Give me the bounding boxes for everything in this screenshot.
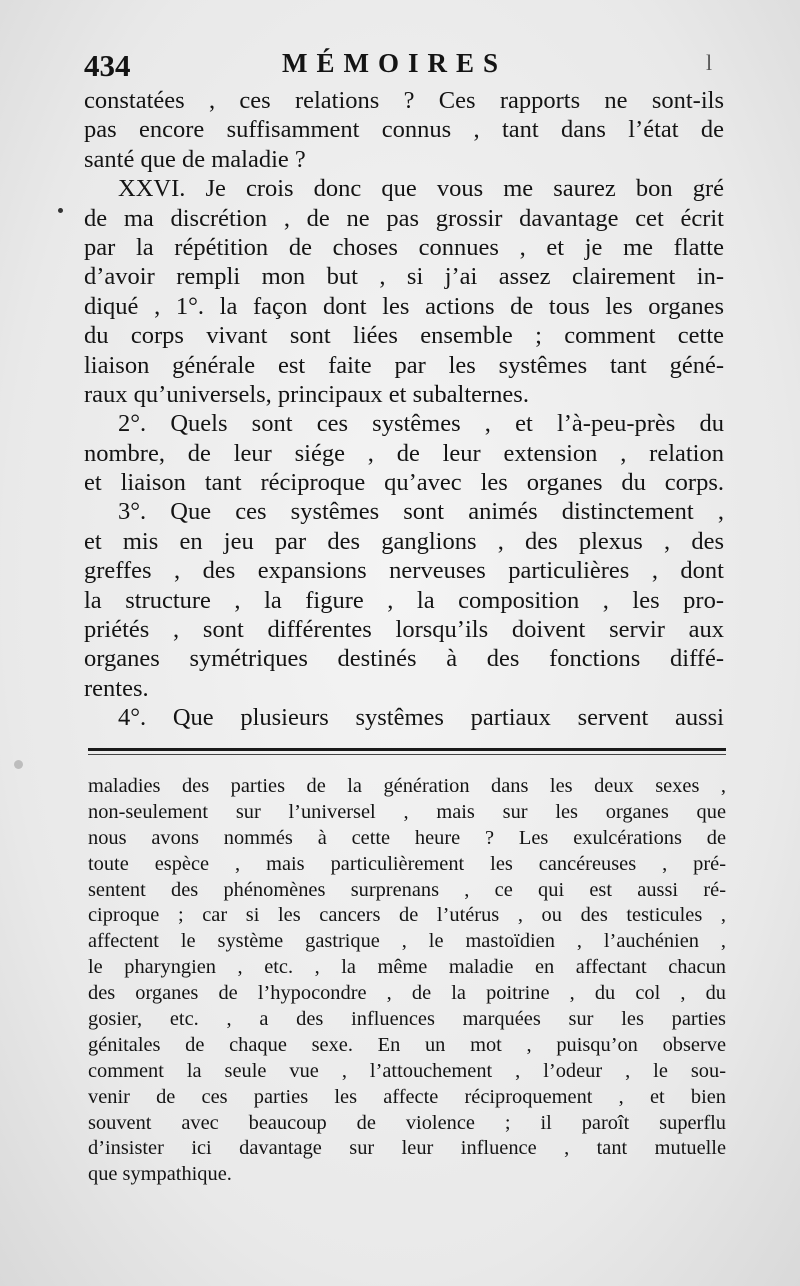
text-line: raux qu’universels, principaux et subalternes. (84, 380, 529, 408)
text-line: 2°. Quels sont ces systêmes , et l’à-peu-près du (118, 410, 724, 438)
note-line: ciproque ; car si les cancers de l’utérus , ou des testicules , (88, 904, 726, 927)
text-line: 4°. Que plusieurs systêmes partiaux servent aussi (118, 704, 724, 732)
text-line: par la répétition de choses connues , et je me flatte (84, 233, 724, 261)
text-line: XXVI. Je crois donc que vous me saurez bon gré (118, 175, 724, 203)
text-line: constatées , ces relations ? Ces rapports ne sont-ils (84, 87, 724, 114)
text-line: d’avoir rempli mon but , si j’ai assez clairement in- (84, 263, 724, 291)
note-line: d’insister ici davantage sur leur influence , tant mutuelle (88, 1137, 726, 1160)
note-line: le pharyngien , etc. , la même maladie en affectant chacun (88, 956, 726, 979)
corner-mark: l (706, 50, 713, 75)
text-line: et mis en jeu par des ganglions , des plexus , des (84, 527, 724, 555)
text-line: la structure , la figure , la composition , les pro- (84, 586, 724, 614)
footnote-text (88, 774, 726, 1188)
page-header (84, 44, 724, 88)
note-line: maladies des parties de la génération dans les deux sexes , (88, 775, 726, 797)
note-line: gosier, etc. , a des influences marquées sur les parties (88, 1008, 726, 1031)
page-number: 434 (84, 48, 131, 83)
footnote-rule (88, 748, 726, 751)
text-line: greffes , des expansions nerveuses particulières , dont (84, 557, 724, 585)
note-line: nous avons nommés à cette heure ? Les exulcérations de (88, 826, 726, 849)
note-line: des organes de l’hypocondre , de la poitrine , du col , du (88, 982, 726, 1005)
text-line: diqué , 1°. la façon dont les actions de tous les organes (84, 292, 724, 320)
note-line: non-seulement sur l’universel , mais sur les organes que (88, 800, 726, 823)
text-line: rentes. (84, 674, 149, 702)
note-line: génitales de chaque sexe. En un mot , puisqu’on observe (88, 1033, 726, 1056)
text-line: du corps vivant sont liées ensemble ; comment cette (84, 322, 724, 350)
text-line: liaison générale est faite par les systêmes tant géné- (84, 351, 724, 379)
ink-speck (58, 208, 63, 213)
text-line: nombre, de leur siége , de leur extension , relation (84, 439, 724, 467)
paper-stain (14, 760, 23, 769)
note-line: comment la seule vue , l’attouchement , l’odeur , le sou- (88, 1059, 726, 1082)
text-line: organes symétriques destinés à des fonctions diffé- (84, 645, 724, 673)
text-line: pas encore suffisamment connus , tant dans l’état de (84, 116, 724, 144)
text-line: priétés , sont différentes lorsqu’ils doivent servir aux (84, 616, 724, 644)
running-title: MÉMOIRES (282, 48, 508, 78)
text-line: et liaison tant réciproque qu’avec les organes du corps. (84, 469, 724, 497)
note-line: que sympathique. (88, 1163, 232, 1186)
text-line: santé que de maladie ? (84, 145, 306, 173)
note-line: toute espèce , mais particulièrement les cancéreuses , pré- (88, 852, 726, 875)
text-line: de ma discrétion , de ne pas grossir davantage cet écrit (84, 204, 724, 232)
text-line: 3°. Que ces systêmes sont animés distinctement , (118, 498, 724, 526)
note-line: affectent le système gastrique , le mastoïdien , l’auchénien , (88, 930, 726, 953)
note-line: souvent avec beaucoup de violence ; il paroît superflu (88, 1111, 726, 1134)
main-text (84, 86, 724, 733)
note-line: sentent des phénomènes surprenans , ce qui est aussi ré- (88, 878, 726, 901)
note-line: venir de ces parties les affecte réciproquement , et bien (88, 1085, 726, 1108)
